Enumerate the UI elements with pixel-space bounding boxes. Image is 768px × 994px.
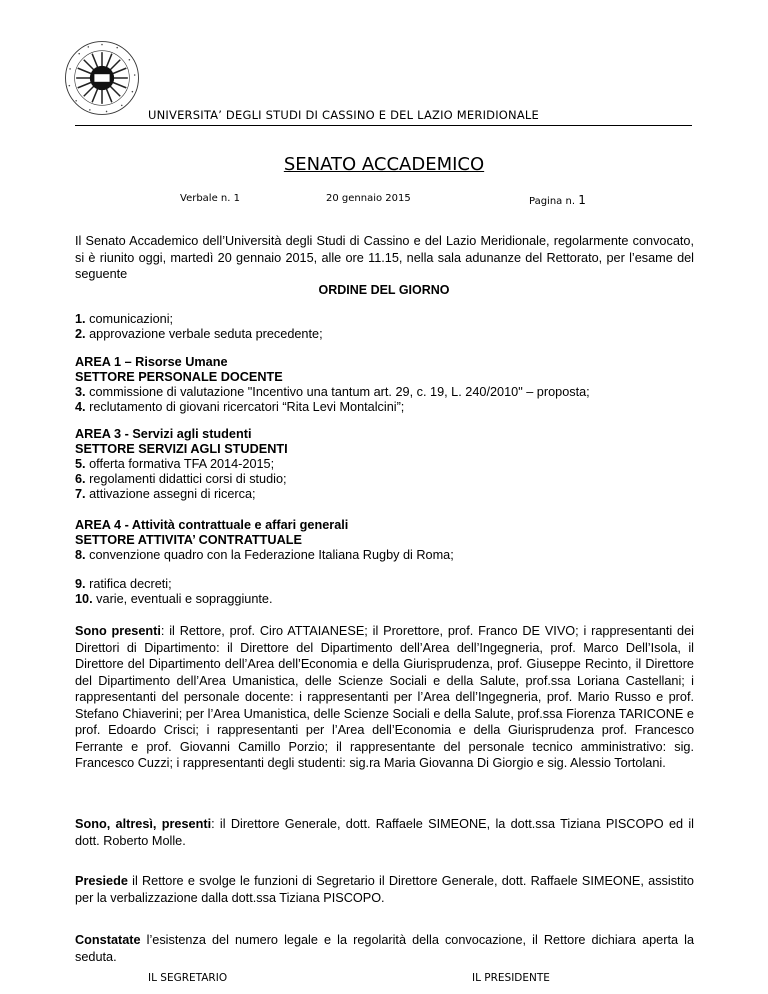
meeting-date: 20 gennaio 2015 [326, 193, 411, 204]
area-heading: AREA 1 – Risorse Umane [75, 355, 228, 369]
list-item: 10. varie, eventuali e sopraggiunte. [75, 592, 273, 606]
list-item: 4. reclutamento di giovani ricercatori “Rita Levi Montalcini”; [75, 400, 405, 414]
list-item: 7. attivazione assegni di ricerca; [75, 487, 256, 501]
agenda-group-area-4 [75, 518, 715, 563]
area-heading: AREA 4 - Attività contrattuale e affari generali [75, 518, 349, 532]
also-present-paragraph: Sono, altresì, presenti: il Direttore Generale, dott. Raffaele SIMEONE, la dott.ssa Tiziana PISCOPO ed il dott. Roberto Molle. [75, 817, 694, 848]
list-item: 9. ratifica decreti; [75, 577, 172, 591]
university-name: UNIVERSITA’ DEGLI STUDI DI CASSINO E DEL LAZIO MERIDIONALE [148, 108, 539, 122]
page-number: Pagina n. 1 [529, 193, 586, 207]
agenda-group-general [75, 312, 715, 342]
verbale-number: Verbale n. 1 [180, 193, 240, 204]
sector-heading: SETTORE PERSONALE DOCENTE [75, 370, 283, 384]
secretary-signature-label: IL SEGRETARIO [148, 972, 228, 984]
list-item: 2. approvazione verbale seduta precedente; [75, 327, 323, 341]
quorum-paragraph: Constatate l’esistenza del numero legale e la regolarità della convocazione, il Rettore dichiara aperta la seduta. [75, 933, 694, 964]
president-signature-label: IL PRESIDENTE [472, 972, 550, 984]
list-item: 3. commissione di valutazione "Incentivo una tantum art. 29, c. 19, L. 240/2010" – proposta; [75, 385, 590, 399]
header-divider [75, 125, 692, 126]
university-seal-icon [64, 40, 140, 116]
agenda-group-area-1 [75, 355, 715, 415]
agenda-heading: ORDINE DEL GIORNO [318, 283, 450, 297]
sector-heading: SETTORE ATTIVITA’ CONTRATTUALE [75, 533, 302, 547]
area-heading: AREA 3 - Servizi agli studenti [75, 427, 252, 441]
attendees-paragraph: Sono presenti: il Rettore, prof. Ciro ATTAIANESE; il Prorettore, prof. Franco DE VIVO; i rappresentanti dei Direttori di Dipartimento: il Direttore del Dipartimento dell’Area dell’Ingegneria, prof. Marco Dell’Isola, il Direttore del Dipartimento dell’Area dell’Economia e della Giurisprudenza, prof. Giuseppe Recinto, il Direttore del Dipartimento dell’Area Umanistica, delle Scienze Sociali e della Salute, prof.ssa Loriana Castellani; i rappresentanti del personale docente: i rappresentanti per l’Area dell’Ingegneria, prof. Mario Russo e prof. Stefano Chiaverini; per l’Area Umanistica, delle Scienze Sociali e della Salute, prof.ssa Fiorenza TARICONE e prof. Edoardo Crisci; i rappresentanti per l’Area dell’Economia e della Giurisprudenza prof. Francesco Ferrante e prof. Giovanni Camillo Porzio; il rappresentante del personale tecnico amministrativo: sig. Francesco Cuzzi; i rappresentanti degli studenti: sig.ra Maria Giovanna Di Giorgio e sig. Alessio Tortolani. [75, 624, 694, 770]
list-item: 6. regolamenti didattici corsi di studio; [75, 472, 287, 486]
sector-heading: SETTORE SERVIZI AGLI STUDENTI [75, 442, 288, 456]
intro-paragraph: Il Senato Accademico dell’Università degli Studi di Cassino e del Lazio Meridionale, regolarmente convocato, si è riunito oggi, martedì 20 gennaio 2015, alle ore 11.15, nella sala adunanze del Rettorato, per l’esame del seguente [75, 234, 694, 281]
document-title: SENATO ACCADEMICO [283, 154, 485, 175]
agenda-group-final [75, 577, 715, 607]
list-item: 1. comunicazioni; [75, 312, 174, 326]
list-item: 5. offerta formativa TFA 2014-2015; [75, 457, 275, 471]
chair-paragraph: Presiede il Rettore e svolge le funzioni di Segretario il Direttore Generale, dott. Raffaele SIMEONE, assistito per la verbalizzazione dalla dott.ssa Tiziana PISCOPO. [75, 874, 694, 905]
list-item: 8. convenzione quadro con la Federazione Italiana Rugby di Roma; [75, 548, 454, 562]
agenda-group-area-3 [75, 427, 715, 502]
